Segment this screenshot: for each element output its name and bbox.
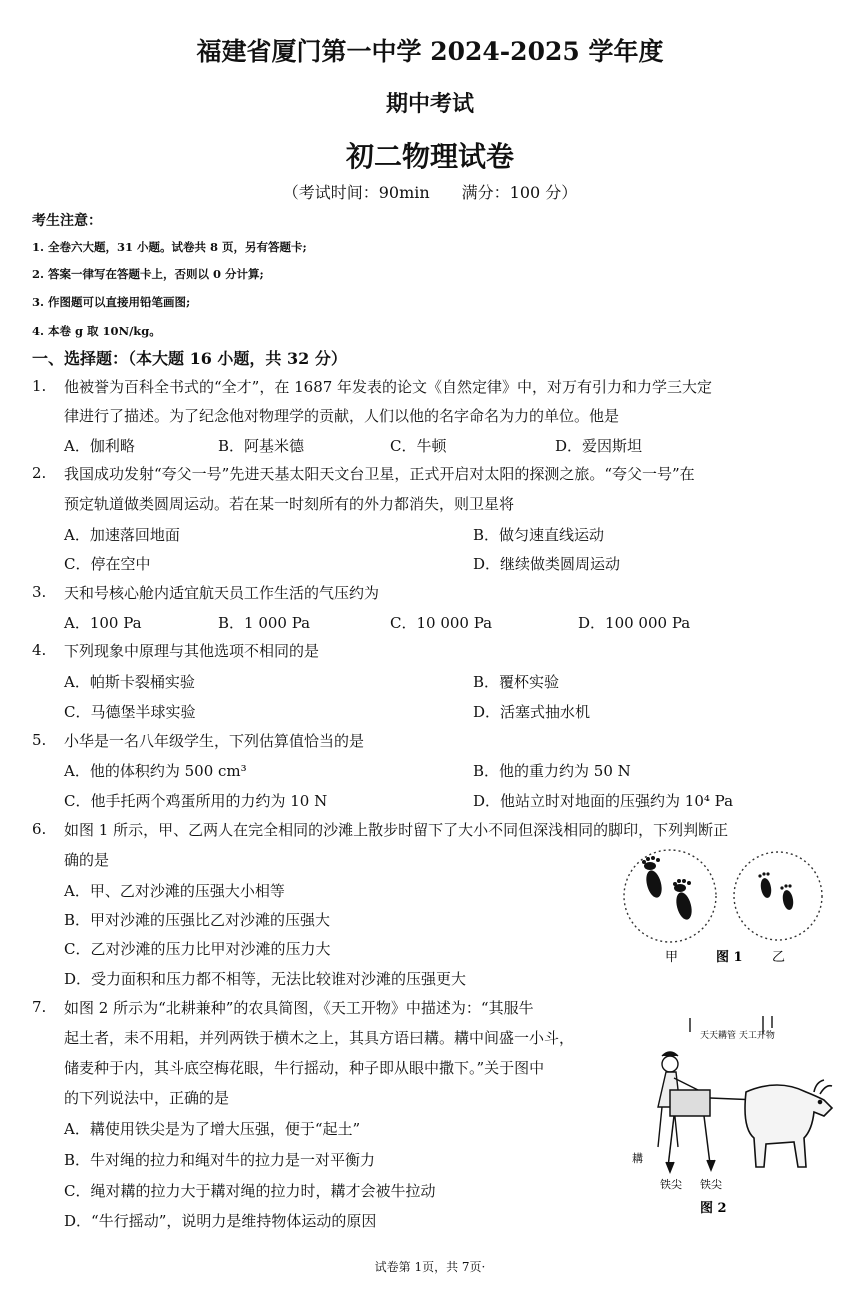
- notice-item: 1. 全卷六大题，31 小题。试卷共 8 页，另有答题卡;: [32, 240, 307, 254]
- option-a: A．耩使用铁尖是为了增大压强，便于“起土”: [64, 1120, 361, 1138]
- option-d: D．“牛行摇动”，说明力是维持物体运动的原因: [64, 1212, 377, 1230]
- question-text: 律进行了描述。为了纪念他对物理学的贡献，人们以他的名字命名为力的单位。他是: [64, 407, 620, 425]
- figure-1-label-left: 甲: [665, 950, 679, 965]
- figure-2-caption: 图 2: [700, 1201, 727, 1216]
- figure-2-label-tip: 铁尖: [660, 1178, 682, 1191]
- option-b: B．他的重力约为 50 N: [473, 762, 631, 780]
- option-a: A．100 Pa: [64, 614, 142, 632]
- footprint-circle-right: [734, 852, 822, 940]
- option-d: D．爱因斯坦: [555, 437, 643, 455]
- option-c: C．他手托两个鸡蛋所用的力约为 10 N: [64, 792, 328, 810]
- option-d: D．他站立时对地面的压强约为 10⁴ Pa: [473, 792, 734, 810]
- option-c: C．乙对沙滩的压力比甲对沙滩的压力大: [64, 940, 331, 958]
- figure-2-inscription: 天天耩管 天工开物: [700, 1031, 775, 1041]
- question-number: 6.: [32, 820, 47, 838]
- question-text: 预定轨道做类圆周运动。若在某一时刻所有的外力都消失，则卫星将: [64, 495, 515, 513]
- figure-1-label-right: 乙: [772, 950, 786, 965]
- question-number: 7.: [32, 998, 47, 1016]
- paper-title: 初二物理试卷: [345, 140, 514, 173]
- footprint-icon: [758, 872, 794, 910]
- question-text: 下列现象中原理与其他选项不相同的是: [64, 642, 320, 660]
- option-b: B．覆杯实验: [473, 673, 560, 691]
- question-number: 5.: [32, 731, 47, 749]
- figure-2-plough: [628, 1012, 838, 1222]
- option-b: B．甲对沙滩的压强比乙对沙滩的压强大: [64, 911, 331, 929]
- question-number: 3.: [32, 583, 47, 601]
- notice-item: 3. 作图题可以直接用铅笔画图;: [32, 295, 191, 309]
- figure-2-label-tip: 铁尖: [700, 1178, 722, 1191]
- question-text: 小华是一名八年级学生，下列估算值恰当的是: [64, 732, 365, 750]
- option-c: C．停在空中: [64, 555, 151, 573]
- page-footer: 试卷第 1页，共 7页·: [374, 1260, 486, 1274]
- option-d: D．100 000 Pa: [578, 614, 691, 632]
- figure-1-footprints: [620, 848, 830, 973]
- exam-school-title: 福建省厦门第一中学 2024-2025 学年度: [196, 37, 664, 66]
- option-b: B．1 000 Pa: [218, 614, 311, 632]
- option-a: A．加速落回地面: [64, 526, 180, 544]
- option-a: A．甲、乙对沙滩的压强大小相等: [64, 882, 285, 900]
- question-number: 2.: [32, 464, 47, 482]
- question-text: 他被誉为百科全书式的“全才”，在 1687 年发表的论文《自然定律》中，对万有引力和力学三大定: [64, 378, 713, 396]
- section-title: 一、选择题：（本大题 16 小题，共 32 分）: [32, 349, 347, 368]
- option-d: D．受力面积和压力都不相等，无法比较谁对沙滩的压强更大: [64, 970, 467, 988]
- figure-1-caption: 图 1: [716, 950, 743, 965]
- plough-icon: [666, 1090, 758, 1172]
- question-text: 储麦种于内，其斗底空梅花眼，牛行摇动，种子即从眼中撒下。”关于图中: [64, 1059, 545, 1077]
- notice-item: 2. 答案一律写在答题卡上，否则以 0 分计算;: [32, 267, 264, 281]
- question-text: 如图 2 所示为“北耕兼种”的农具简图，《天工开物》中描述为：“其服牛: [64, 999, 534, 1017]
- option-b: B．阿基米德: [218, 437, 305, 455]
- question-number: 1.: [32, 377, 47, 395]
- footprint-circle-left: [624, 850, 716, 942]
- option-c: C．牛顿: [390, 437, 447, 455]
- figure-2-label-jiang: 耩: [632, 1152, 643, 1165]
- option-a: A．伽利略: [64, 437, 135, 455]
- question-number: 4.: [32, 641, 47, 659]
- option-d: D．继续做类圆周运动: [473, 555, 621, 573]
- option-d: D．活塞式抽水机: [473, 703, 591, 721]
- ox-icon: [745, 1080, 832, 1167]
- option-b: B．做匀速直线运动: [473, 526, 605, 544]
- exam-type: 期中考试: [385, 91, 474, 117]
- option-b: B．牛对绳的拉力和绳对牛的拉力是一对平衡力: [64, 1151, 376, 1169]
- option-c: C．绳对耩的拉力大于耩对绳的拉力时，耩才会被牛拉动: [64, 1182, 436, 1200]
- notice-heading: 考生注意：: [32, 213, 102, 229]
- question-text: 确的是: [64, 851, 110, 869]
- question-text: 我国成功发射“夸父一号”先进天基太阳天文台卫星，正式开启对太阳的探测之旅。“夸父一号”在: [64, 465, 695, 483]
- question-text: 的下列说法中，正确的是: [64, 1089, 230, 1107]
- exam-meta: （考试时间：90min 满分：100 分）: [282, 183, 578, 202]
- question-text: 起土者，耒不用耜，并列两铁于横木之上，其具方语曰耩。耩中间盛一小斗，: [64, 1029, 575, 1047]
- question-text: 天和号核心舱内适宜航天员工作生活的气压约为: [64, 584, 380, 602]
- option-c: C．马德堡半球实验: [64, 703, 196, 721]
- notice-item: 4. 本卷 g 取 10N/kg。: [32, 324, 161, 338]
- option-a: A．他的体积约为 500 cm³: [64, 762, 247, 780]
- footprint-icon: [642, 856, 694, 921]
- question-text: 如图 1 所示，甲、乙两人在完全相同的沙滩上散步时留下了大小不同但深浅相同的脚印，下列判断正: [64, 821, 729, 839]
- option-a: A．帕斯卡裂桶实验: [64, 673, 195, 691]
- option-c: C．10 000 Pa: [390, 614, 493, 632]
